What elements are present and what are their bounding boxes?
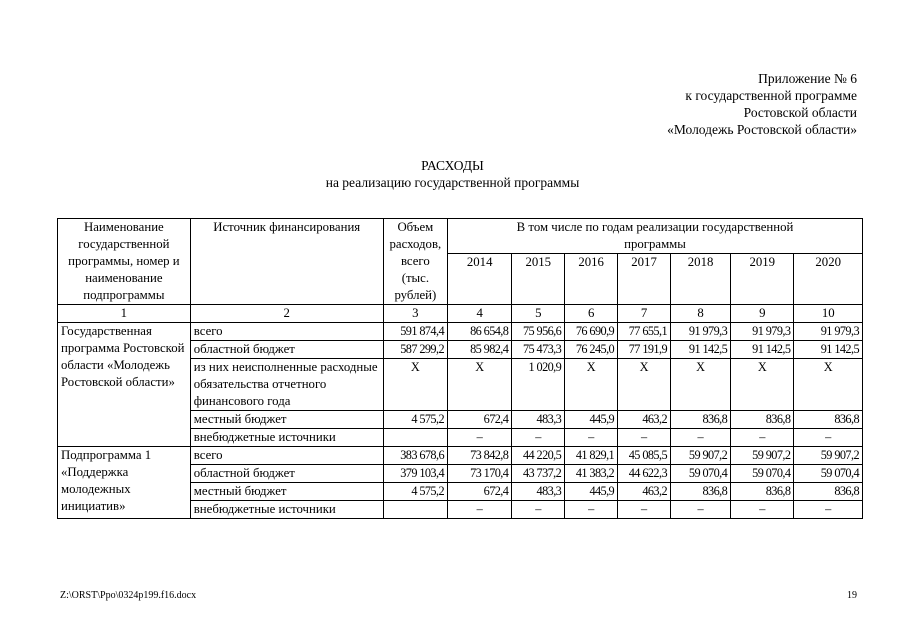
year-value-cell: 91 142,5 — [671, 341, 731, 359]
program-name-cell: Государственная программа Ростовской области «Молодежь Ростовской области» — [58, 323, 191, 447]
year-value-cell: 483,3 — [512, 411, 565, 429]
total-value-cell: 383 678,6 — [383, 447, 447, 465]
column-number: 1 — [58, 305, 191, 323]
source-cell: из них неисполненные расходные обязательства отчетного финансового года — [190, 359, 383, 411]
year-value-cell: – — [512, 429, 565, 447]
appendix-line: «Молодежь Ростовской области» — [667, 122, 857, 137]
year-value-cell: 836,8 — [671, 411, 731, 429]
year-value-cell: – — [618, 501, 671, 519]
year-value-cell: 86 654,8 — [448, 323, 512, 341]
year-value-cell: 91 142,5 — [731, 341, 794, 359]
source-cell: местный бюджет — [190, 483, 383, 501]
year-value-cell: 483,3 — [512, 483, 565, 501]
year-value-cell: 59 070,4 — [794, 465, 863, 483]
source-cell: всего — [190, 323, 383, 341]
year-value-cell: 73 842,8 — [448, 447, 512, 465]
year-value-cell: 836,8 — [794, 411, 863, 429]
total-value-cell — [383, 429, 447, 447]
appendix-line: Приложение № 6 — [758, 71, 857, 86]
expenses-table — [57, 218, 863, 519]
source-cell: всего — [190, 447, 383, 465]
year-value-cell: – — [448, 429, 512, 447]
year-value-cell: 43 737,2 — [512, 465, 565, 483]
year-value-cell: Х — [794, 359, 863, 411]
year-value-cell: Х — [671, 359, 731, 411]
column-number: 5 — [512, 305, 565, 323]
year-value-cell: 59 907,2 — [794, 447, 863, 465]
column-number-row — [58, 305, 863, 323]
year-value-cell: 75 956,6 — [512, 323, 565, 341]
year-value-cell: – — [618, 429, 671, 447]
header-year: 2016 — [565, 254, 618, 305]
header-year: 2014 — [448, 254, 512, 305]
year-value-cell: – — [731, 501, 794, 519]
year-value-cell: 59 070,4 — [731, 465, 794, 483]
title-sub: на реализацию государственной программы — [325, 175, 580, 190]
year-value-cell: 76 690,9 — [565, 323, 618, 341]
table-row — [58, 323, 863, 341]
header-total: Объем расходов, всего (тыс. рублей) — [383, 219, 447, 305]
source-cell: внебюджетные источники — [190, 501, 383, 519]
year-value-cell: – — [671, 501, 731, 519]
year-value-cell: 91 979,3 — [731, 323, 794, 341]
year-value-cell: 77 655,1 — [618, 323, 671, 341]
total-value-cell: 4 575,2 — [383, 411, 447, 429]
total-value-cell — [383, 501, 447, 519]
year-value-cell: – — [448, 501, 512, 519]
year-value-cell: – — [565, 501, 618, 519]
source-cell: областной бюджет — [190, 465, 383, 483]
appendix-line: к государственной программе — [685, 88, 857, 103]
year-value-cell: 73 170,4 — [448, 465, 512, 483]
table-row — [58, 447, 863, 465]
column-number: 4 — [448, 305, 512, 323]
header-by-years: В том числе по годам реализации государственной программы — [448, 219, 863, 254]
header-source: Источник финансирования — [190, 219, 383, 305]
column-number: 9 — [731, 305, 794, 323]
source-cell: областной бюджет — [190, 341, 383, 359]
column-number: 6 — [565, 305, 618, 323]
year-value-cell: 672,4 — [448, 411, 512, 429]
header-year: 2018 — [671, 254, 731, 305]
year-value-cell: 445,9 — [565, 411, 618, 429]
year-value-cell: 41 383,2 — [565, 465, 618, 483]
source-cell: внебюджетные источники — [190, 429, 383, 447]
title-main: РАСХОДЫ — [421, 158, 484, 173]
year-value-cell: 463,2 — [618, 483, 671, 501]
header-year: 2017 — [618, 254, 671, 305]
column-number: 7 — [618, 305, 671, 323]
program-name-cell: Подпрограмма 1 «Поддержка молодежных инициатив» — [58, 447, 191, 519]
year-value-cell: – — [794, 429, 863, 447]
year-value-cell: 91 979,3 — [671, 323, 731, 341]
header-year: 2019 — [731, 254, 794, 305]
year-value-cell: 59 907,2 — [671, 447, 731, 465]
year-value-cell: 85 982,4 — [448, 341, 512, 359]
source-cell: местный бюджет — [190, 411, 383, 429]
year-value-cell: 41 829,1 — [565, 447, 618, 465]
column-number: 10 — [794, 305, 863, 323]
column-number: 2 — [190, 305, 383, 323]
total-value-cell: Х — [383, 359, 447, 411]
total-value-cell: 591 874,4 — [383, 323, 447, 341]
year-value-cell: 45 085,5 — [618, 447, 671, 465]
footer-file-path: Z:\ORST\Ppo\0324p199.f16.docx — [60, 590, 197, 601]
header-year: 2015 — [512, 254, 565, 305]
year-value-cell: 672,4 — [448, 483, 512, 501]
year-value-cell: 44 622,3 — [618, 465, 671, 483]
appendix-line: Ростовской области — [743, 105, 857, 120]
year-value-cell: Х — [618, 359, 671, 411]
year-value-cell: 836,8 — [731, 483, 794, 501]
year-value-cell: 76 245,0 — [565, 341, 618, 359]
year-value-cell: 836,8 — [794, 483, 863, 501]
total-value-cell: 379 103,4 — [383, 465, 447, 483]
year-value-cell: – — [671, 429, 731, 447]
column-number: 3 — [383, 305, 447, 323]
year-value-cell: 463,2 — [618, 411, 671, 429]
header-year: 2020 — [794, 254, 863, 305]
year-value-cell: 91 979,3 — [794, 323, 863, 341]
header-row — [58, 219, 863, 254]
page-number: 19 — [847, 590, 857, 601]
year-value-cell: 91 142,5 — [794, 341, 863, 359]
year-value-cell: Х — [731, 359, 794, 411]
year-value-cell: – — [731, 429, 794, 447]
year-value-cell: Х — [565, 359, 618, 411]
year-value-cell: 59 907,2 — [731, 447, 794, 465]
total-value-cell: 4 575,2 — [383, 483, 447, 501]
document-title — [0, 157, 905, 191]
header-name: Наименование государственной программы, номер и наименование подпрограммы — [58, 219, 191, 305]
year-value-cell: 75 473,3 — [512, 341, 565, 359]
year-value-cell: 836,8 — [731, 411, 794, 429]
year-value-cell: 59 070,4 — [671, 465, 731, 483]
column-number: 8 — [671, 305, 731, 323]
year-value-cell: 445,9 — [565, 483, 618, 501]
year-value-cell: – — [512, 501, 565, 519]
year-value-cell: 1 020,9 — [512, 359, 565, 411]
year-value-cell: Х — [448, 359, 512, 411]
year-value-cell: 836,8 — [671, 483, 731, 501]
year-value-cell: 44 220,5 — [512, 447, 565, 465]
year-value-cell: – — [565, 429, 618, 447]
appendix-block — [667, 70, 857, 138]
year-value-cell: – — [794, 501, 863, 519]
total-value-cell: 587 299,2 — [383, 341, 447, 359]
year-value-cell: 77 191,9 — [618, 341, 671, 359]
